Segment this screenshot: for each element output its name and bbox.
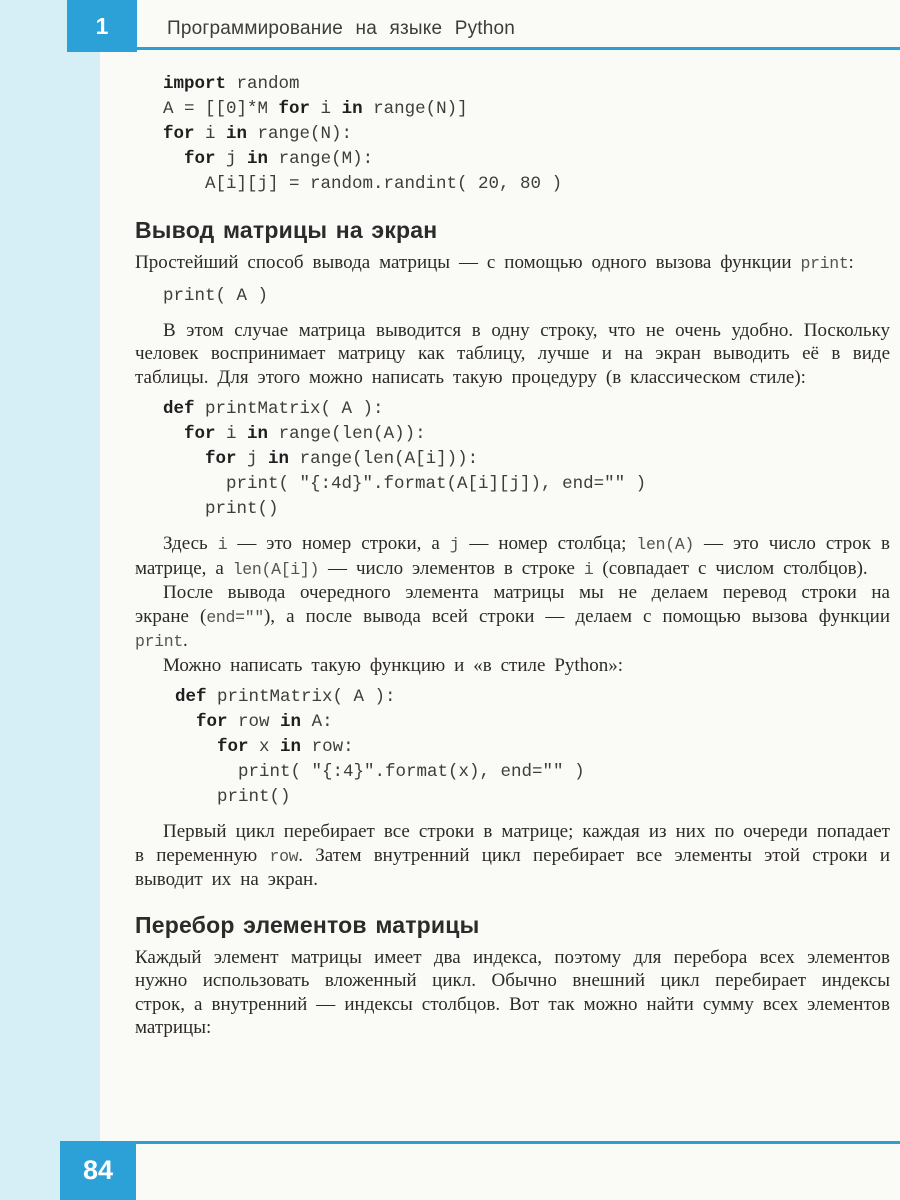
paragraph: Можно написать такую функцию и «в стиле Python»: <box>163 654 623 676</box>
paragraph: Каждый элемент матрицы имеет два индекса, поэтому для перебора всех элементов нужно использовать вложенный цикл. Обычно внешний цикл перебирает индексы строк, а внутренний — индексы столбцов. Вот так можно найти сумму всех элементов матрицы: <box>135 946 890 1038</box>
paragraph: После вывода очередного элемента матрицы мы не делаем перевод строки на экране (end=""), а после вывода всей строки — делаем с помощью вызова функции print. <box>135 582 890 651</box>
inline-code: row <box>269 846 299 866</box>
code-keyword: for <box>184 424 216 444</box>
paragraph: Простейший способ вывода матрицы — с помощью одного вызова функции print: <box>135 252 854 273</box>
inline-code: print <box>135 632 184 651</box>
code-keyword: def <box>163 399 195 419</box>
code-keyword: import <box>163 74 227 94</box>
chapter-number-tab <box>67 0 137 52</box>
code-keyword: def <box>175 687 207 707</box>
section-heading: Вывод матрицы на экран <box>135 217 438 243</box>
code-block: print( A ) <box>163 285 269 306</box>
code-keyword: in <box>226 124 248 144</box>
code-block: def printMatrix( A ): for i in range(len(A)): for j in range(len(A[i])): print( "{:4d}".format(A[i][j]), end="" ) print() <box>163 399 647 519</box>
code-keyword: for <box>205 449 237 469</box>
paragraph: Здесь i — это номер строки, а j — номер столбца; len(A) — это число строк в матрице, а len(A[i]) — число элементов в строке i (совпадает с числом столбцов). <box>135 533 891 579</box>
chapter-title: Программирование на языке Python <box>167 18 516 39</box>
inline-code: len(A[i]) <box>232 559 320 579</box>
code-keyword: for <box>217 737 249 757</box>
paragraph: Первый цикл перебирает все строки в матрице; каждая из них по очереди попадает в переменную row. Затем внутренний цикл перебирает все элементы этой строки и выводит их на экран. <box>135 821 890 890</box>
chapter-number: 1 <box>95 12 109 39</box>
code-block: import random A = [[0]*M for i in range(N)] for i in range(N): for j in range(M): A[i][j] = random.randint( 20, 80 ) <box>163 74 563 194</box>
code-keyword: in <box>280 712 302 732</box>
inline-code: j <box>449 535 460 554</box>
code-keyword: for <box>163 124 195 144</box>
inline-code: print <box>800 254 849 273</box>
code-keyword: in <box>247 424 269 444</box>
inline-code: i <box>583 559 594 579</box>
paragraph: В этом случае матрица выводится в одну строку, что не очень удобно. Поскольку человек воспринимает матрицу как таблицу, лучше и на экран выводить её в виде таблицы. Для этого можно написать такую процедуру (в классическом стиле): <box>135 319 890 388</box>
code-keyword: in <box>247 149 269 169</box>
code-keyword: for <box>196 712 228 732</box>
code-keyword: in <box>268 449 290 469</box>
section-heading: Перебор элементов матрицы <box>135 911 480 938</box>
code-keyword: in <box>341 99 363 119</box>
inline-code: end="" <box>206 607 264 627</box>
inline-code: len(A) <box>636 535 695 554</box>
page-number: 84 <box>82 1155 114 1185</box>
code-keyword: for <box>278 99 311 119</box>
page-number-tab <box>60 1141 136 1200</box>
inline-code: i <box>217 535 228 554</box>
code-keyword: for <box>184 149 216 169</box>
footer-rule <box>136 1141 900 1144</box>
left-margin-strip <box>0 0 100 1200</box>
code-block: def printMatrix( A ): for row in A: for x in row: print( "{:4}".format(x), end="" ) print() <box>175 687 585 807</box>
code-keyword: in <box>280 737 302 757</box>
page-content <box>135 0 890 1040</box>
